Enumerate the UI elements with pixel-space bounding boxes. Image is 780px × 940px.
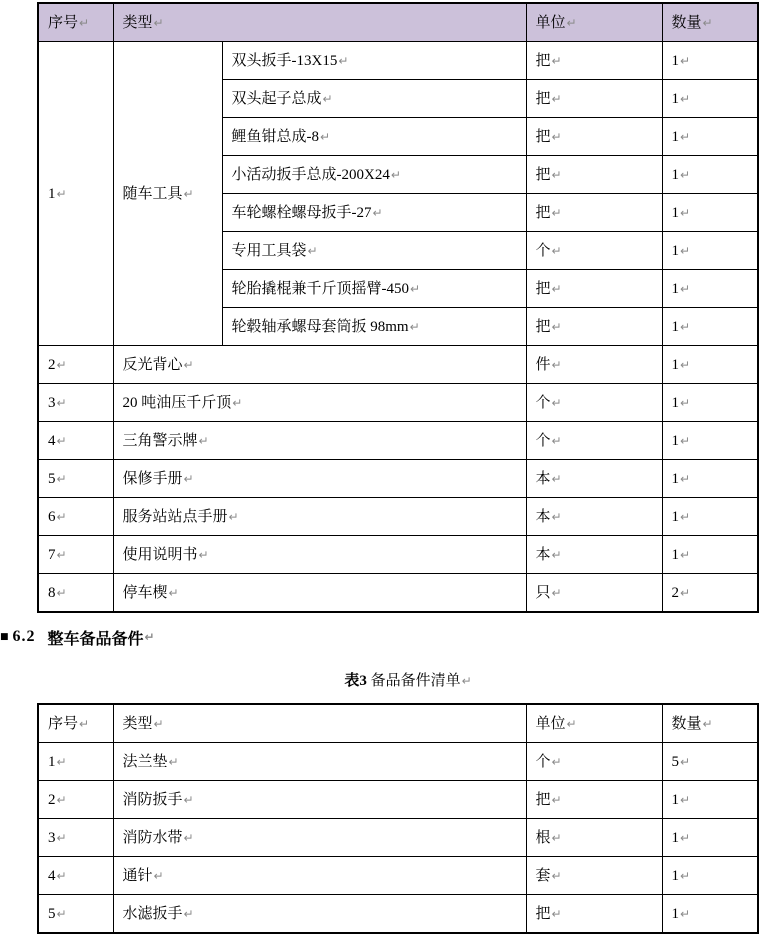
cell-qty: 1↵: [662, 308, 758, 346]
paragraph-mark-icon: ↵: [551, 509, 562, 524]
paragraph-mark-icon: ↵: [198, 547, 209, 562]
paragraph-mark-icon: ↵: [680, 129, 691, 144]
paragraph-mark-icon: ↵: [680, 509, 691, 524]
cell-type: 通针↵: [113, 857, 526, 895]
cell-type: 水滤扳手↵: [113, 895, 526, 934]
cell-no: 6↵: [38, 498, 113, 536]
paragraph-mark-icon: ↵: [702, 716, 713, 731]
paragraph-mark-icon: ↵: [56, 357, 67, 372]
paragraph-mark-icon: ↵: [168, 585, 179, 600]
paragraph-mark-icon: ↵: [79, 716, 90, 731]
cell-no: 2↵: [38, 346, 113, 384]
paragraph-mark-icon: ↵: [680, 395, 691, 410]
table-header-row: [38, 3, 758, 42]
cell-item: 小活动扳手总成-200X24↵: [222, 156, 526, 194]
cell-unit: 个↵: [526, 232, 662, 270]
cell-type: 保修手册↵: [113, 460, 526, 498]
cell-item: 车轮螺栓螺母扳手-27↵: [222, 194, 526, 232]
cell-no: 1↵: [38, 743, 113, 781]
paragraph-mark-icon: ↵: [551, 868, 562, 883]
cell-unit: 把↵: [526, 270, 662, 308]
paragraph-mark-icon: ↵: [307, 243, 318, 258]
cell-qty: 1↵: [662, 422, 758, 460]
cell-unit: 把↵: [526, 194, 662, 232]
cell-qty: 1↵: [662, 270, 758, 308]
cell-unit: 个↵: [526, 384, 662, 422]
cell-no: 7↵: [38, 536, 113, 574]
paragraph-mark-icon: ↵: [551, 319, 562, 334]
paragraph-mark-icon: ↵: [566, 716, 577, 731]
paragraph-mark-icon: ↵: [551, 243, 562, 258]
cell-qty: 1↵: [662, 194, 758, 232]
cell-no: 4↵: [38, 857, 113, 895]
cell-unit: 把↵: [526, 80, 662, 118]
paragraph-mark-icon: ↵: [680, 547, 691, 562]
table-row: [38, 498, 758, 536]
table-row: [38, 895, 758, 934]
paragraph-mark-icon: ↵: [551, 395, 562, 410]
cell-type: 使用说明书↵: [113, 536, 526, 574]
paragraph-mark-icon: ↵: [232, 395, 243, 410]
paragraph-mark-icon: ↵: [680, 167, 691, 182]
paragraph-mark-icon: ↵: [551, 281, 562, 296]
cell-item: 双头扳手-13X15↵: [222, 42, 526, 80]
cell-qty: 1↵: [662, 384, 758, 422]
paragraph-mark-icon: ↵: [56, 906, 67, 921]
cell-type: 三角警示牌↵: [113, 422, 526, 460]
table-row: [38, 819, 758, 857]
paragraph-mark-icon: ↵: [56, 433, 67, 448]
paragraph-mark-icon: ↵: [183, 357, 194, 372]
paragraph-mark-icon: ↵: [338, 53, 349, 68]
paragraph-mark-icon: ↵: [320, 129, 331, 144]
paragraph-mark-icon: ↵: [183, 471, 194, 486]
paragraph-mark-icon: ↵: [56, 585, 67, 600]
paragraph-mark-icon: ↵: [56, 395, 67, 410]
cell-type: 服务站站点手册↵: [113, 498, 526, 536]
paragraph-mark-icon: ↵: [409, 319, 420, 334]
paragraph-mark-icon: ↵: [390, 167, 401, 182]
paragraph-mark-icon: ↵: [461, 674, 472, 688]
paragraph-mark-icon: ↵: [56, 547, 67, 562]
paragraph-mark-icon: ↵: [56, 509, 67, 524]
paragraph-mark-icon: ↵: [183, 792, 194, 807]
cell-unit: 把↵: [526, 42, 662, 80]
cell-item: 轮毂轴承螺母套筒扳 98mm↵: [222, 308, 526, 346]
cell-no: 5↵: [38, 460, 113, 498]
header-qty: 数量↵: [662, 3, 758, 42]
cell-unit: 件↵: [526, 346, 662, 384]
paragraph-mark-icon: ↵: [56, 830, 67, 845]
paragraph-mark-icon: ↵: [551, 906, 562, 921]
spares-table: [37, 703, 759, 934]
cell-qty: 1↵: [662, 156, 758, 194]
paragraph-mark-icon: ↵: [56, 471, 67, 486]
paragraph-mark-icon: ↵: [551, 830, 562, 845]
paragraph-mark-icon: ↵: [551, 129, 562, 144]
cell-no: 5↵: [38, 895, 113, 934]
cell-no: 3↵: [38, 819, 113, 857]
cell-item: 轮胎撬棍兼千斤顶摇臂-450↵: [222, 270, 526, 308]
table-header-row: [38, 704, 758, 743]
paragraph-mark-icon: ↵: [410, 281, 421, 296]
paragraph-mark-icon: ↵: [198, 433, 209, 448]
cell-qty: 1↵: [662, 80, 758, 118]
cell-type: 法兰垫↵: [113, 743, 526, 781]
paragraph-mark-icon: ↵: [56, 868, 67, 883]
heading-square-icon: ■: [0, 631, 9, 642]
paragraph-mark-icon: ↵: [551, 433, 562, 448]
table-row: [38, 42, 758, 80]
paragraph-mark-icon: ↵: [551, 91, 562, 106]
paragraph-mark-icon: ↵: [56, 792, 67, 807]
cell-type-group: 随车工具↵: [113, 42, 222, 346]
paragraph-mark-icon: ↵: [153, 868, 164, 883]
paragraph-mark-icon: ↵: [551, 547, 562, 562]
caption-title: 备品备件清单: [366, 673, 461, 689]
paragraph-mark-icon: ↵: [680, 792, 691, 807]
cell-type: 反光背心↵: [113, 346, 526, 384]
header-unit: 单位↵: [526, 704, 662, 743]
paragraph-mark-icon: ↵: [680, 205, 691, 220]
cell-unit: 只↵: [526, 574, 662, 613]
paragraph-mark-icon: ↵: [680, 357, 691, 372]
paragraph-mark-icon: ↵: [551, 357, 562, 372]
header-type: 类型↵: [113, 3, 526, 42]
cell-no: 4↵: [38, 422, 113, 460]
table-row: [38, 422, 758, 460]
cell-unit: 个↵: [526, 743, 662, 781]
cell-qty: 1↵: [662, 857, 758, 895]
paragraph-mark-icon: ↵: [551, 754, 562, 769]
cell-no: 3↵: [38, 384, 113, 422]
header-no: 序号↵: [38, 3, 113, 42]
cell-qty: 2↵: [662, 574, 758, 613]
cell-type: 停车楔↵: [113, 574, 526, 613]
header-unit: 单位↵: [526, 3, 662, 42]
cell-item: 鲤鱼钳总成-8↵: [222, 118, 526, 156]
cell-unit: 把↵: [526, 156, 662, 194]
paragraph-mark-icon: ↵: [680, 281, 691, 296]
paragraph-mark-icon: ↵: [322, 91, 333, 106]
cell-unit: 把↵: [526, 308, 662, 346]
paragraph-mark-icon: ↵: [79, 15, 90, 30]
paragraph-mark-icon: ↵: [551, 585, 562, 600]
paragraph-mark-icon: ↵: [680, 585, 691, 600]
table-row: [38, 460, 758, 498]
paragraph-mark-icon: ↵: [680, 868, 691, 883]
cell-qty: 1↵: [662, 498, 758, 536]
table-caption: [37, 669, 757, 691]
paragraph-mark-icon: ↵: [551, 205, 562, 220]
paragraph-mark-icon: ↵: [680, 91, 691, 106]
section-number: 6.2: [12, 628, 36, 645]
paragraph-mark-icon: ↵: [680, 433, 691, 448]
cell-no: 2↵: [38, 781, 113, 819]
cell-unit: 个↵: [526, 422, 662, 460]
paragraph-mark-icon: ↵: [183, 186, 194, 201]
cell-unit: 把↵: [526, 118, 662, 156]
paragraph-mark-icon: ↵: [551, 792, 562, 807]
table-row: [38, 857, 758, 895]
paragraph-mark-icon: ↵: [680, 754, 691, 769]
paragraph-mark-icon: ↵: [566, 15, 577, 30]
paragraph-mark-icon: ↵: [702, 15, 713, 30]
paragraph-mark-icon: ↵: [680, 906, 691, 921]
cell-qty: 1↵: [662, 536, 758, 574]
cell-unit: 套↵: [526, 857, 662, 895]
table-row: [38, 346, 758, 384]
cell-type: 消防扳手↵: [113, 781, 526, 819]
paragraph-mark-icon: ↵: [551, 167, 562, 182]
paragraph-mark-icon: ↵: [680, 53, 691, 68]
paragraph-mark-icon: ↵: [153, 716, 164, 731]
paragraph-mark-icon: ↵: [680, 830, 691, 845]
section-title: 整车备品备件: [47, 630, 144, 648]
paragraph-mark-icon: ↵: [153, 15, 164, 30]
cell-qty: 1↵: [662, 819, 758, 857]
cell-qty: 1↵: [662, 781, 758, 819]
tools-table: [37, 2, 759, 613]
paragraph-mark-icon: ↵: [144, 630, 155, 644]
cell-qty: 5↵: [662, 743, 758, 781]
cell-unit: 本↵: [526, 536, 662, 574]
cell-item: 专用工具袋↵: [222, 232, 526, 270]
paragraph-mark-icon: ↵: [372, 205, 383, 220]
cell-qty: 1↵: [662, 42, 758, 80]
cell-type: 消防水带↵: [113, 819, 526, 857]
cell-qty: 1↵: [662, 232, 758, 270]
paragraph-mark-icon: ↵: [183, 906, 194, 921]
cell-unit: 根↵: [526, 819, 662, 857]
cell-qty: 1↵: [662, 460, 758, 498]
caption-label: 表3: [344, 673, 367, 689]
header-no: 序号↵: [38, 704, 113, 743]
header-qty: 数量↵: [662, 704, 758, 743]
paragraph-mark-icon: ↵: [168, 754, 179, 769]
cell-unit: 本↵: [526, 498, 662, 536]
paragraph-mark-icon: ↵: [228, 509, 239, 524]
table-row: [38, 743, 758, 781]
section-heading: [0, 625, 780, 649]
paragraph-mark-icon: ↵: [551, 53, 562, 68]
cell-item: 双头起子总成↵: [222, 80, 526, 118]
paragraph-mark-icon: ↵: [680, 243, 691, 258]
paragraph-mark-icon: ↵: [680, 319, 691, 334]
table-row: [38, 781, 758, 819]
table-row: [38, 536, 758, 574]
header-type: 类型↵: [113, 704, 526, 743]
cell-no: 1↵: [38, 42, 113, 346]
cell-unit: 本↵: [526, 460, 662, 498]
table-row: [38, 574, 758, 613]
paragraph-mark-icon: ↵: [183, 830, 194, 845]
table-row: [38, 384, 758, 422]
cell-qty: 1↵: [662, 118, 758, 156]
cell-no: 8↵: [38, 574, 113, 613]
paragraph-mark-icon: ↵: [680, 471, 691, 486]
cell-unit: 把↵: [526, 895, 662, 934]
cell-qty: 1↵: [662, 346, 758, 384]
cell-unit: 把↵: [526, 781, 662, 819]
paragraph-mark-icon: ↵: [551, 471, 562, 486]
cell-type: 20 吨油压千斤顶↵: [113, 384, 526, 422]
cell-qty: 1↵: [662, 895, 758, 934]
paragraph-mark-icon: ↵: [56, 186, 67, 201]
paragraph-mark-icon: ↵: [56, 754, 67, 769]
